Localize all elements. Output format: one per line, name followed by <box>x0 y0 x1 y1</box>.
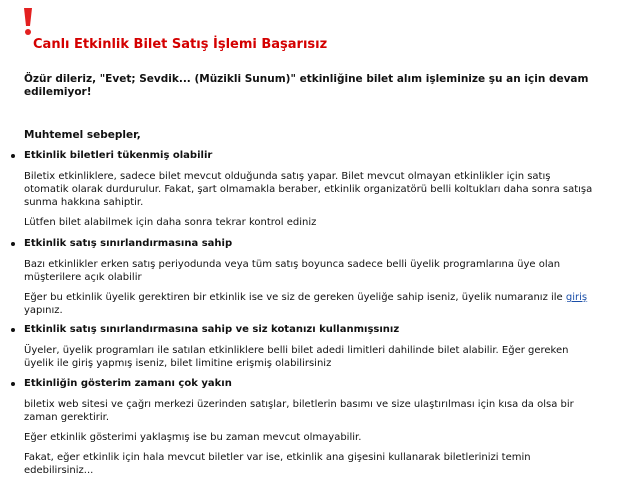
reason-paragraph: Eğer etkinlik gösterimi yaklaşmış ise bu zaman mevcut olmayabilir. <box>24 432 362 443</box>
exclamation-icon <box>21 8 35 36</box>
reason-paragraph: Biletix etkinliklere, sadece bilet mevcut olduğunda satış yapar. Bilet mevcut olmayan etkinlikler için satış otomatik olarak durdurulur. Fakat, şart olmamakla beraber, etkinlik organizatörü belli koltukları daha sonra satışa sunma hakkına sahiptir. <box>24 171 593 208</box>
reason-paragraph: Üyeler, üyelik programları ile satılan etkinliklere belli bilet adedi limitleri dahilinde bilet alabilir. Eğer gereken üyelik ile giriş yapmış iseniz, bilet limitine erişmiş olabilirsiniz <box>24 345 569 369</box>
bullet-marker <box>11 328 15 332</box>
bullet-marker <box>11 154 15 158</box>
reason-paragraph: Bazı etkinlikler erken satış periyodunda veya tüm satış boyunca sadece belli üyelik programlarına üye olan müşterilere açık olabilir <box>24 259 561 283</box>
bullet-marker <box>11 382 15 386</box>
reason-title-showtime-close: Etkinliğin gösterim zamanı çok yakın <box>24 378 232 389</box>
login-paragraph-before: Eğer bu etkinlik üyelik gerektiren bir etkinlik ise ve siz de gereken üyeliğe sahip iseniz, üyelik numaranız ile <box>24 292 566 303</box>
reason-paragraph: biletix web sitesi ve çağrı merkezi üzerinden satışlar, biletlerin basımı ve size ulaştırılması için kısa da olsa bir zaman gerektirir. <box>24 399 574 423</box>
login-link[interactable]: giriş <box>565 292 588 303</box>
bullet-marker <box>11 242 15 246</box>
reason-title-quota-used: Etkinlik satış sınırlandırmasına sahip ve siz kotanızı kullanmışsınız <box>24 324 400 335</box>
reason-paragraph: Lütfen bilet alabilmek için daha sonra tekrar kontrol ediniz <box>24 217 317 228</box>
reason-paragraph: Fakat, eğer etkinlik için hala mevcut biletler var ise, etkinlik ana gişesini kullanarak biletlerinizi temin edebilirsiniz... <box>24 452 531 476</box>
login-paragraph <box>24 291 594 317</box>
login-paragraph-after: yapınız. <box>24 305 63 316</box>
causes-heading: Muhtemel sebepler, <box>24 129 141 141</box>
reason-title-restricted: Etkinlik satış sınırlandırmasına sahip <box>24 238 233 249</box>
apology-message: Özür dileriz, "Evet; Sevdik... (Müzikli Sunum)" etkinliğine bilet alım işleminize şu an için devam edilemiyor! <box>24 73 589 98</box>
page-title: Canlı Etkinlik Bilet Satış İşlemi Başarısız <box>33 37 328 52</box>
reason-title-sold-out: Etkinlik biletleri tükenmiş olabilir <box>24 150 213 161</box>
